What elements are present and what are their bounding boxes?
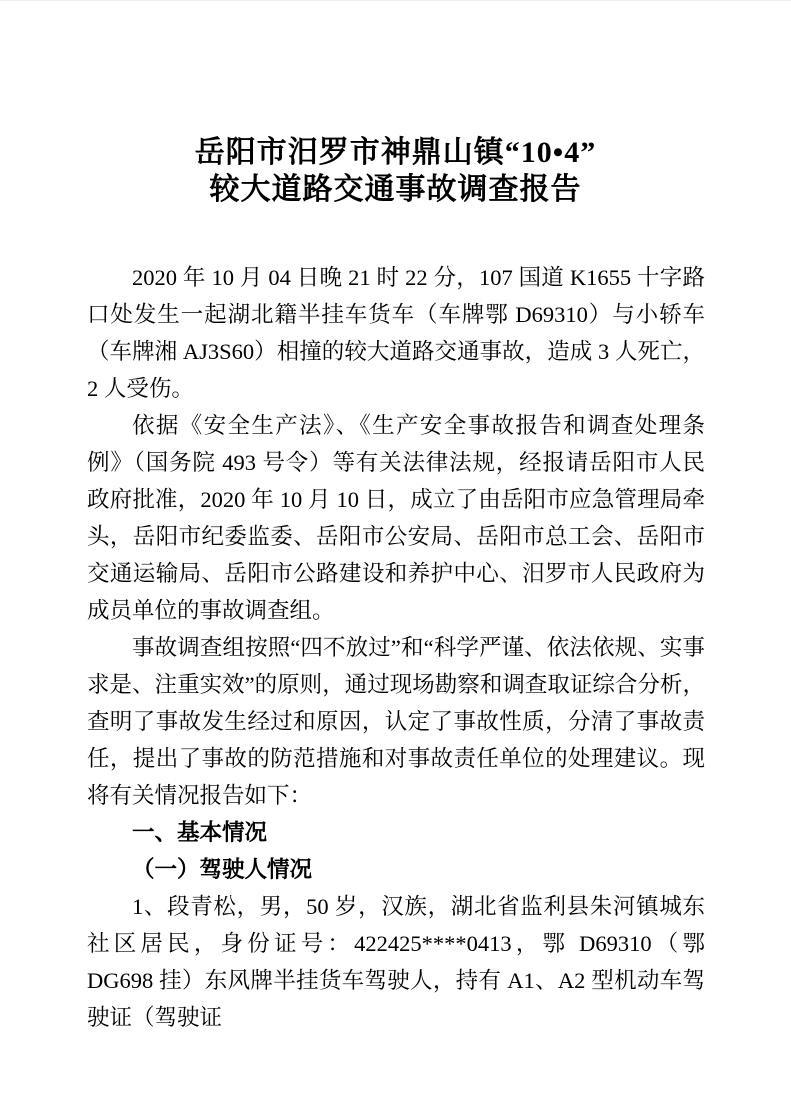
paragraph-accident-summary: 2020 年 10 月 04 日晚 21 时 22 分，107 国道 K1655 十字路口处发生一起湖北籍半挂车货车（车牌鄂 D69310）与小轿车（车牌湘 AJ3S60）相撞的较大道路交通事故，造成 3 人死亡，2 人受伤。 (87, 265, 705, 401)
paragraph-investigation-team-formation: 依据《安全生产法》、《生产安全事故报告和调查处理条例》（国务院 493 号令）等有关法律法规，经报请岳阳市人民政府批准，2020 年 10 月 10 日，成立了由岳阳市应急管理局牵头，岳阳市纪委监委、岳阳市公安局、岳阳市总工会、岳阳市交通运输局、岳阳市公路建设和养护中心、汨罗市人民政府为成员单位的事故调查组。 (87, 413, 705, 623)
paragraph-investigation-principles: 事故调查组按照“四不放过”和“科学严谨、依法依规、实事求是、注重实效”的原则，通过现场勘察和调查取证综合分析，查明了事故发生经过和原因，认定了事故性质，分清了事故责任，提出了事故的防范措施和对事故责任单位的处理建议。现将有关情况报告如下： (87, 635, 705, 808)
report-body (87, 259, 705, 1036)
report-title (0, 134, 791, 208)
paragraph-driver-duan-qingsong: 1、段青松，男，50 岁，汉族，湖北省监利县朱河镇城东社区居民，身份证号：422425****0413，鄂 D69310（鄂 DG698 挂）东风牌半挂货车驾驶人，持有 A1、A2 型机动车驾驶证（驾驶证 (87, 894, 705, 1030)
heading-basic-information: 一、基本情况 (132, 820, 268, 845)
report-title-line-1: 岳阳市汨罗市神鼎山镇“10•4” (194, 136, 597, 169)
heading-driver-information: （一）驾驶人情况 (132, 857, 313, 882)
report-title-line-2: 较大道路交通事故调查报告 (209, 173, 582, 206)
